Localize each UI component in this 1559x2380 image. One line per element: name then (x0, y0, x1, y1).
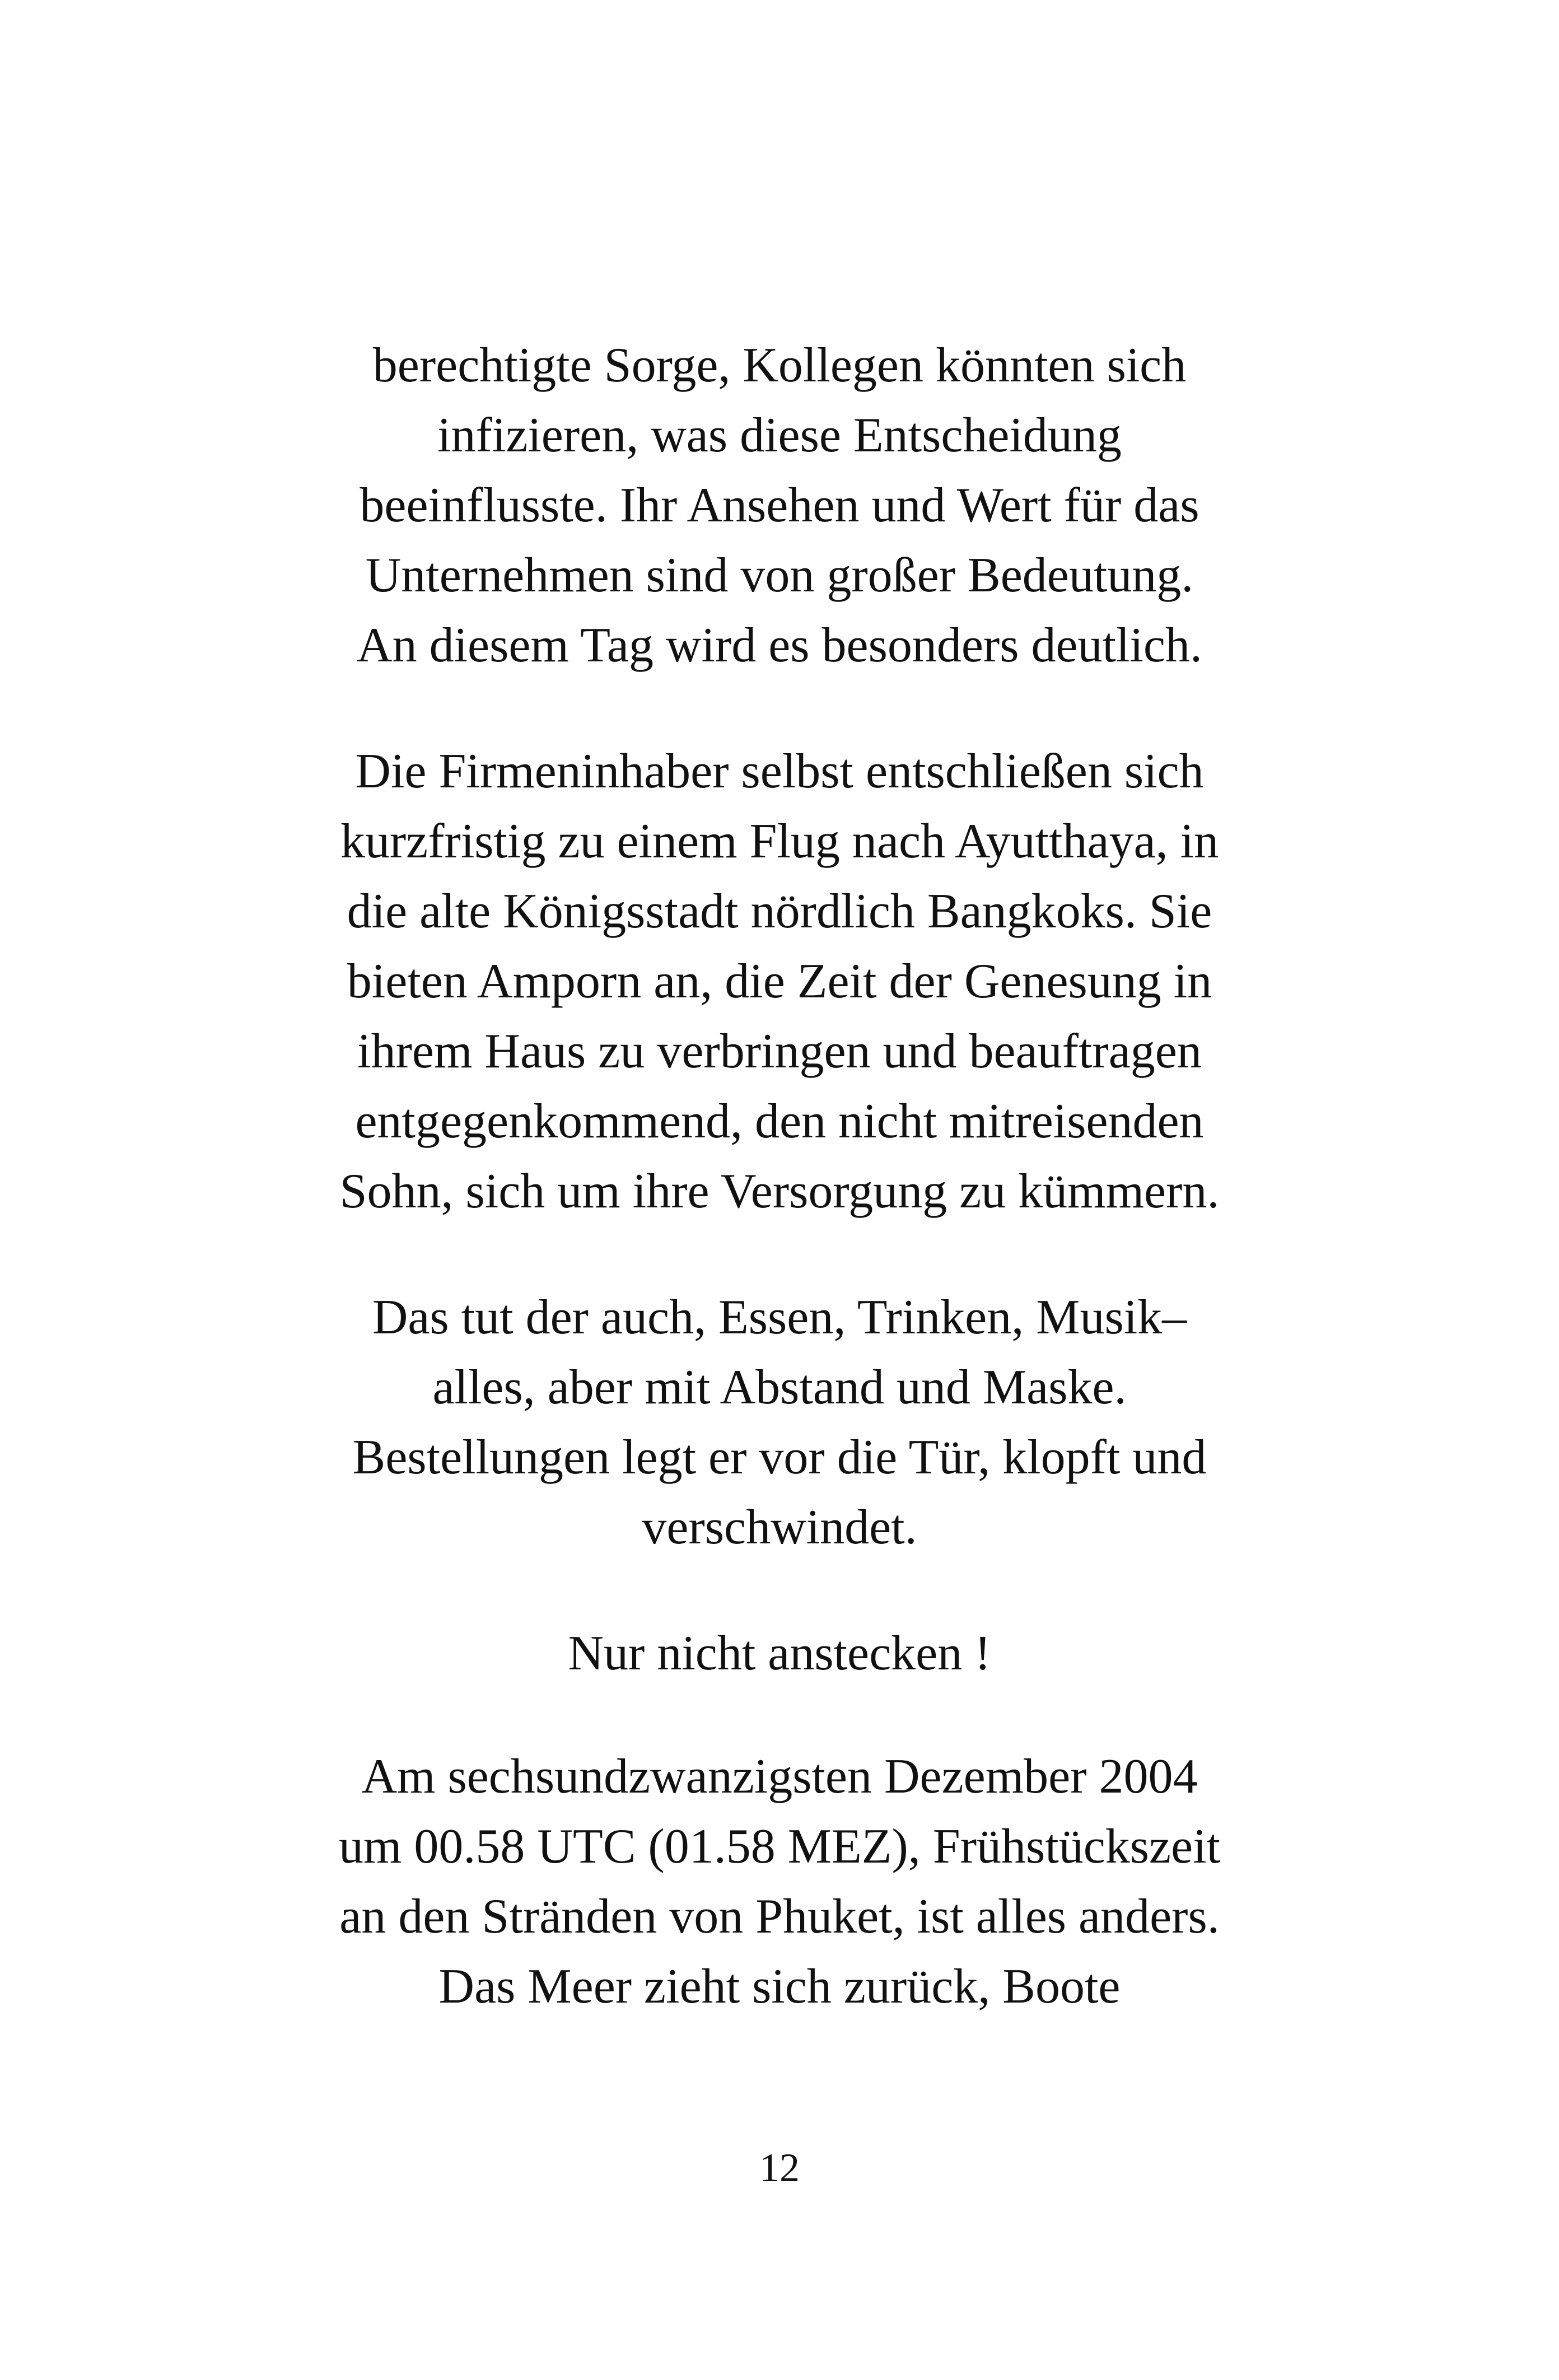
text-line: alles, aber mit Abstand und Maske. (432, 1360, 1127, 1415)
text-line: An diesem Tag wird es besonders deutlich. (357, 618, 1202, 673)
text-line: bieten Amporn an, die Zeit der Genesung in (347, 954, 1212, 1009)
text-line: infizieren, was diese Entscheidung (437, 408, 1122, 463)
text-line: Die Firmeninhaber selbst entschließen sich (355, 744, 1204, 799)
text-line: ihrem Haus zu verbringen und beauftragen (357, 1024, 1202, 1079)
text-line: die alte Königsstadt nördlich Bangkoks. Sie (347, 884, 1212, 939)
page-number: 12 (759, 2145, 800, 2190)
text-line: Am sechsundzwanzigsten Dezember 2004 (361, 1749, 1198, 1804)
text-line: Bestellungen legt er vor die Tür, klopft und (352, 1430, 1207, 1485)
text-line: entgegenkommend, den nicht mitreisenden (355, 1094, 1204, 1149)
text-line: Nur nicht anstecken ! (568, 1626, 991, 1681)
paragraph-4 (246, 1618, 1313, 1688)
text-line: kurzfristig zu einem Flug nach Ayutthaya, in (340, 814, 1219, 869)
text-line: Das Meer zieht sich zurück, Boote (438, 1959, 1121, 2014)
text-line: beeinflusste. Ihr Ansehen und Wert für das (360, 478, 1199, 533)
text-line: Sohn, sich um ihre Versorgung zu kümmern. (339, 1164, 1220, 1219)
text-line: berechtigte Sorge, Kollegen könnten sich (372, 338, 1187, 393)
paragraph-2 (246, 736, 1313, 1226)
text-line: verschwindet. (642, 1500, 917, 1555)
text-line: Unternehmen sind von großer Bedeutung. (365, 548, 1194, 603)
text-line: um 00.58 UTC (01.58 MEZ), Frühstückszeit (338, 1819, 1221, 1874)
text-line: Das tut der auch, Essen, Trinken, Musik– (372, 1290, 1187, 1345)
paragraph-3 (246, 1282, 1313, 1562)
text-line: an den Stränden von Phuket, ist alles anders. (339, 1889, 1220, 1944)
paragraph-1 (246, 330, 1313, 680)
paragraph-5 (246, 1742, 1313, 2022)
